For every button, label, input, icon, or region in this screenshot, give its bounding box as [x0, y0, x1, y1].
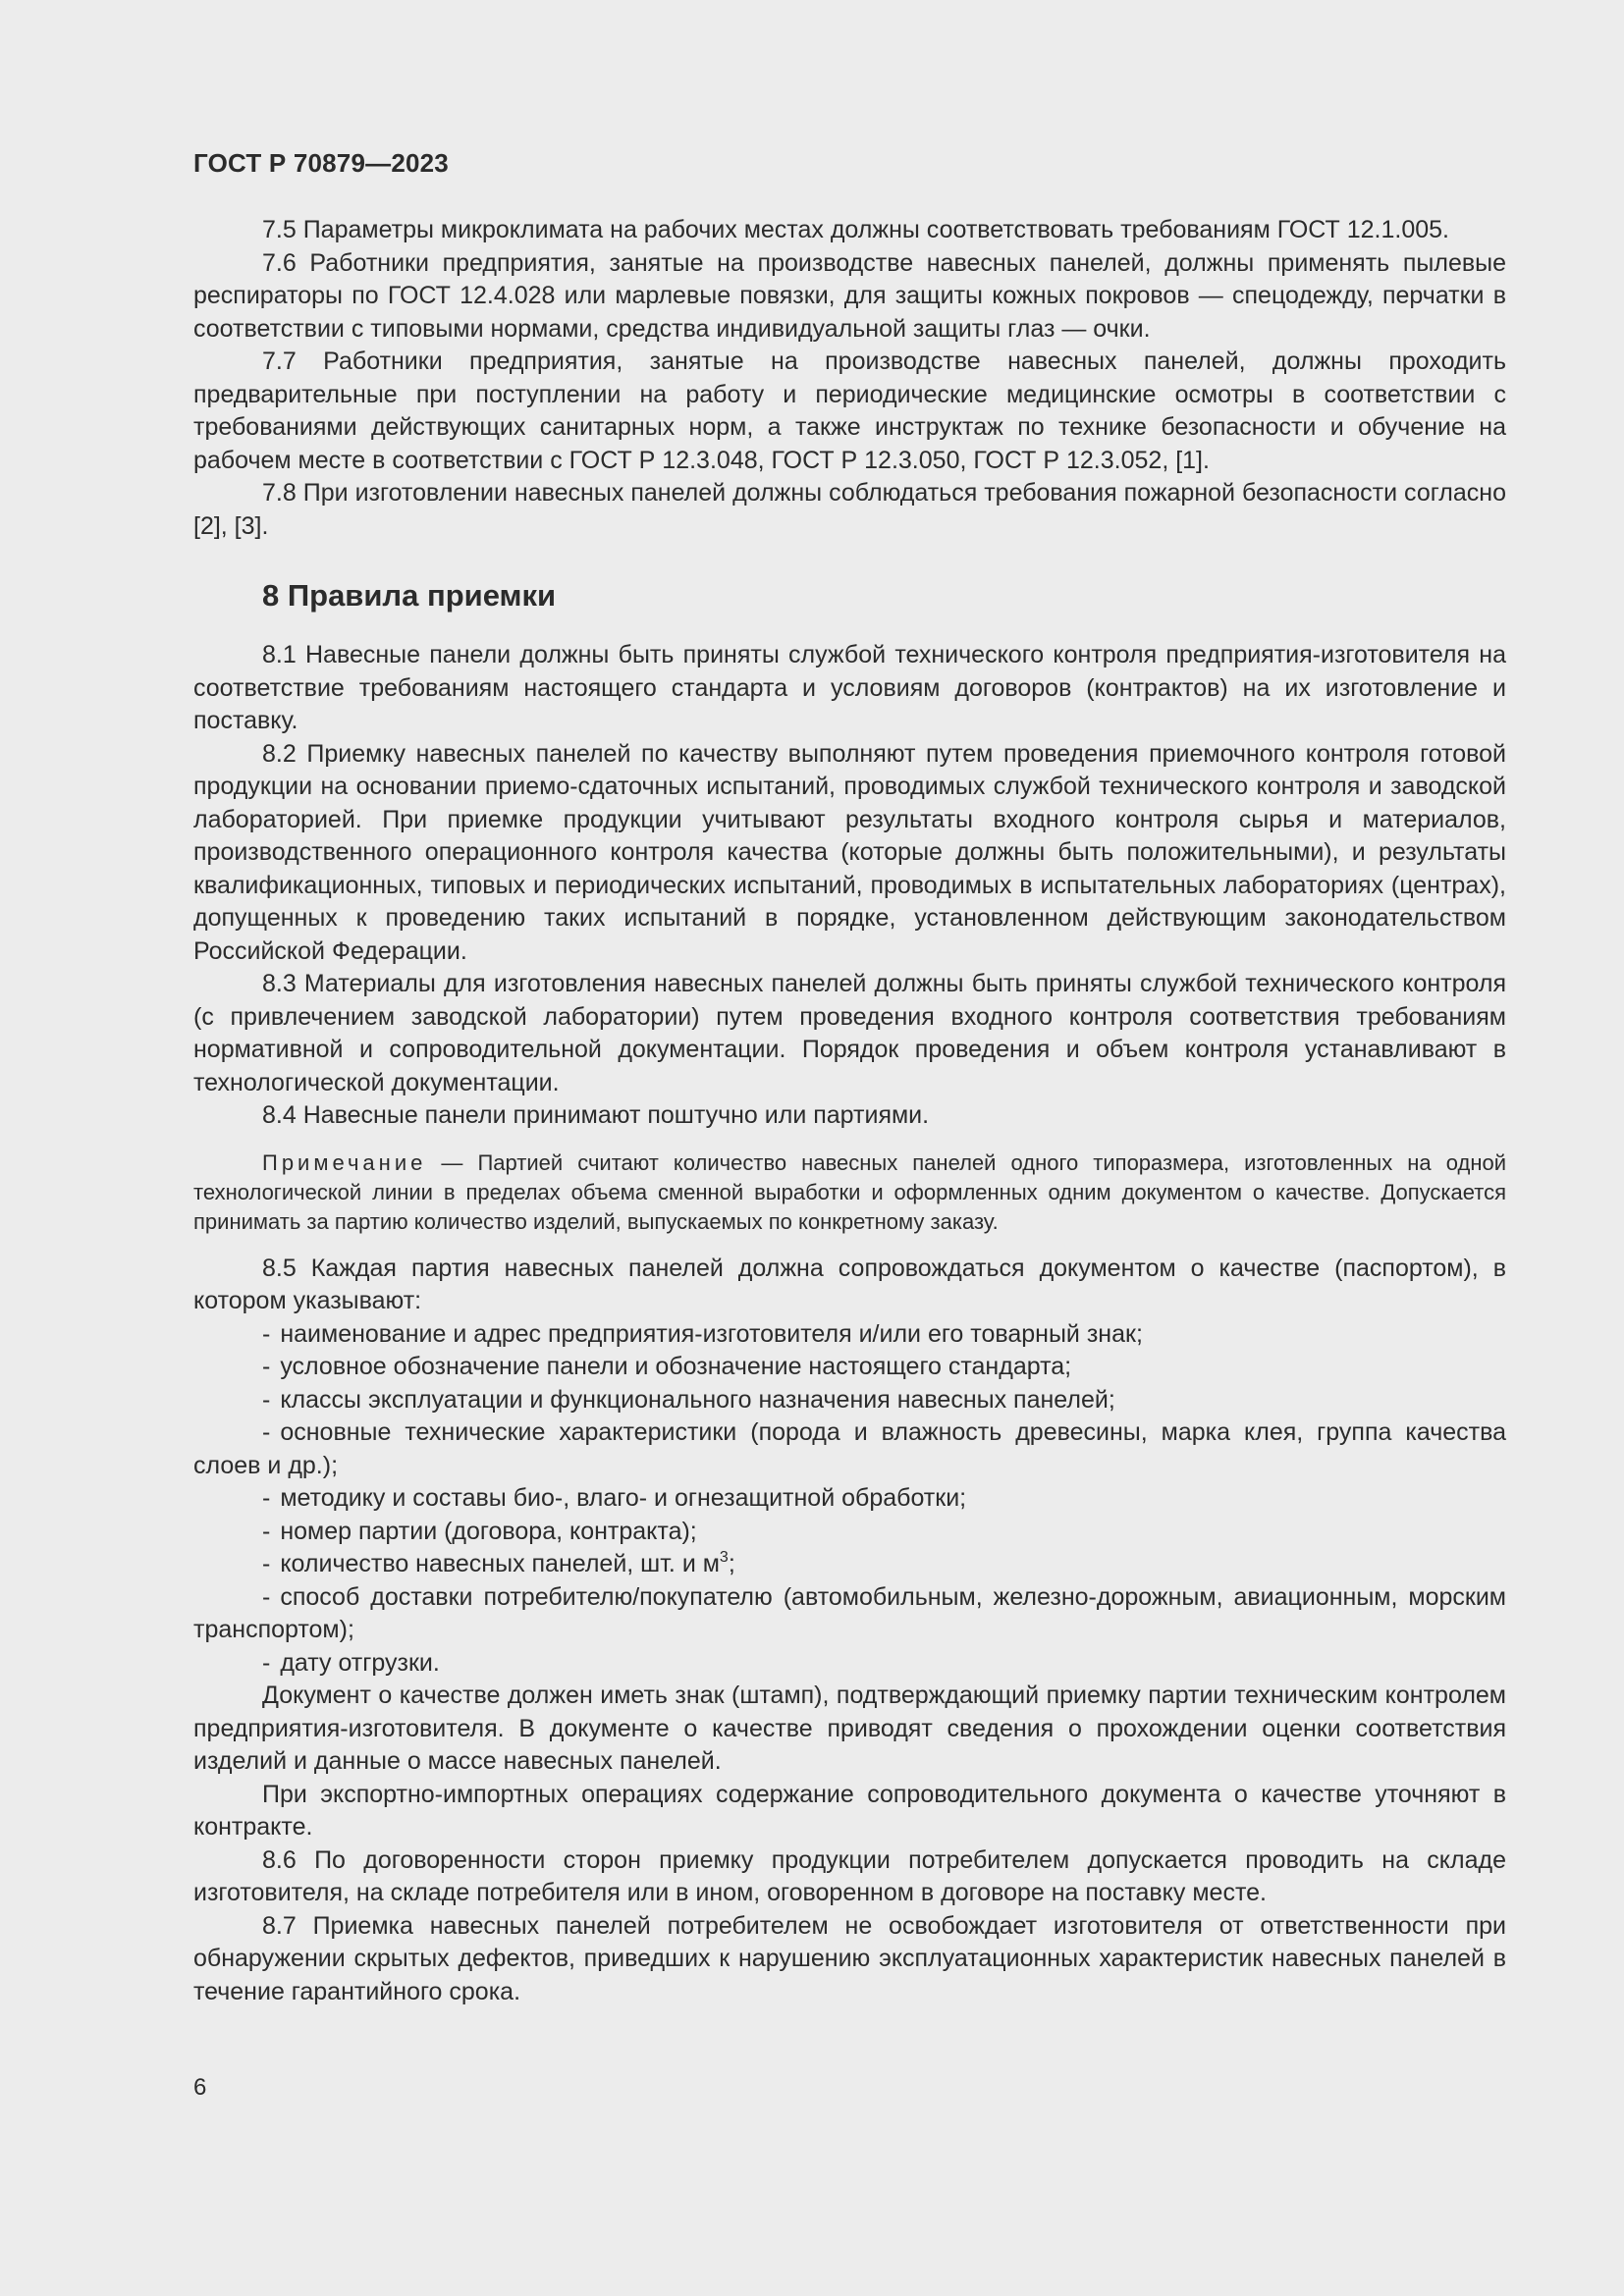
list-item-text: условное обозначение панели и обозначение настоящего стандарта;	[280, 1353, 1072, 1380]
paragraph-7-7: 7.7 Работники предприятия, занятые на производстве навесных панелей, должны проходить предварительные при поступлении на работу и периодические медицинские осмотры в соответствии с требованиями действующих санитарных норм, а также инструктаж по технике безопасности и обучение на рабочем месте в соответствии с ГОСТ Р 12.3.048, ГОСТ Р 12.3.050, ГОСТ Р 12.3.052, [1].	[193, 347, 1506, 474]
superscript-3: 3	[719, 1549, 729, 1566]
list-item-text: способ доставки потребителю/покупателю (автомобильным, железно-дорожным, авиационным, морским транспортом);	[193, 1582, 1506, 1643]
paragraph-7-6: 7.6 Работники предприятия, занятые на производстве навесных панелей, должны применять пылевые респираторы по ГОСТ 12.4.028 или марлевые повязки, для защиты кожных покровов — спецодежду, перчатки в соответствии с типовыми нормами, средства индивидуальной защиты глаз — очки.	[193, 248, 1506, 343]
list-item	[193, 1647, 1506, 1681]
paragraph-7-8: 7.8 При изготовлении навесных панелей должны соблюдаться требования пожарной безопасности согласно [2], [3].	[193, 479, 1506, 540]
list-item-text: дату отгрузки.	[280, 1648, 440, 1677]
list-item	[193, 1416, 1506, 1482]
list-item-end: ;	[728, 1550, 735, 1577]
section-8-heading: 8 Правила приемки	[262, 578, 557, 613]
list-item	[193, 1516, 1506, 1549]
list-item	[193, 1318, 1506, 1352]
list-dash: -	[262, 1550, 271, 1577]
list-dash: -	[262, 1517, 271, 1545]
list-dash: -	[262, 1385, 271, 1414]
note-text: — Партией считают количество навесных панелей одного типоразмера, изготовленных на одной технологической линии в пределах объема сменной выработки и оформленных одним документом о качестве. Допускается принимать за партию количество изделий, выпускаемых по конкретному заказу.	[193, 1149, 1506, 1234]
paragraph-8-7: 8.7 Приемка навесных панелей потребителем не освобождает изготовителя от ответственности при обнаружении скрытых дефектов, приведших к нарушению эксплуатационных характеристик навесных панелей в течение гарантийного срока.	[193, 1911, 1506, 2005]
list-item-text: номер партии (договора, контракта);	[280, 1517, 697, 1545]
note	[193, 1148, 1506, 1237]
paragraph-quality-document: Документ о качестве должен иметь знак (штамп), подтверждающий приемку партии техническим контролем предприятия-изготовителя. В документе о качестве приводят сведения о прохождении оценки соответствия изделий и данные о массе навесных панелей.	[193, 1682, 1506, 1775]
list-dash: -	[262, 1648, 271, 1677]
list-dash: -	[262, 1319, 271, 1348]
paragraph-7-5: 7.5 Параметры микроклимата на рабочих местах должны соответствовать требованиям ГОСТ 12.1.005.	[262, 216, 1449, 243]
page-number: 6	[193, 2074, 207, 2101]
list-dash: -	[262, 1418, 271, 1446]
list-item	[193, 1482, 1506, 1516]
paragraph-8-3: 8.3 Материалы для изготовления навесных панелей должны быть приняты службой технического контроля (с привлечением заводской лаборатории) путем проведения входного контроля соответствия требованиям нормативной и сопроводительной документации. Порядок проведения и объем контроля устанавливают в технологической документации.	[193, 970, 1506, 1096]
list-item-text: классы эксплуатации и функционального назначения навесных панелей;	[280, 1385, 1115, 1414]
paragraph-export-import: При экспортно-импортных операциях содержание сопроводительного документа о качестве уточняют в контракте.	[193, 1780, 1506, 1841]
list-item-text: количество навесных панелей, шт. и м	[280, 1550, 720, 1577]
paragraph-8-5: 8.5 Каждая партия навесных панелей должна сопровождаться документом о качестве (паспортом), в котором указывают:	[193, 1254, 1506, 1314]
list-dash: -	[262, 1484, 271, 1512]
list-item-text: наименование и адрес предприятия-изготовителя и/или его товарный знак;	[280, 1319, 1143, 1348]
list-dash: -	[262, 1582, 271, 1611]
paragraph-8-4: 8.4 Навесные панели принимают поштучно или партиями.	[262, 1101, 930, 1129]
document-page	[193, 147, 1506, 2008]
list-item	[193, 1351, 1506, 1384]
list-item	[193, 1384, 1506, 1417]
list-item-text: методику и составы био-, влаго- и огнезащитной обработки;	[280, 1484, 967, 1512]
list-dash: -	[262, 1353, 271, 1380]
document-code-header: ГОСТ Р 70879—2023	[193, 148, 449, 178]
list-item-quantity	[193, 1548, 1506, 1581]
paragraph-8-2: 8.2 Приемку навесных панелей по качеству выполняют путем проведения приемочного контроля готовой продукции на основании приемо-сдаточных испытаний, проводимых службой технического контроля и заводской лабораторией. При приемке продукции учитывают результаты входного контроля сырья и материалов, производственного операционного контроля качества (которые должны быть положительными), и результаты квалификационных, типовых и периодических испытаний, проводимых в испытательных лабораториях (центрах), допущенных к проведению таких испытаний в порядке, установленном действующим законодательством Российской Федерации.	[193, 739, 1506, 965]
list-item	[193, 1581, 1506, 1647]
paragraph-8-1: 8.1 Навесные панели должны быть приняты службой технического контроля предприятия-изготовителя на соответствие требованиям настоящего стандарта и условиям договоров (контрактов) на их изготовление и поставку.	[193, 641, 1506, 734]
paragraph-8-6: 8.6 По договоренности сторон приемку продукции потребителем допускается проводить на складе изготовителя, на складе потребителя или в ином, оговоренном в договоре на поставку месте.	[193, 1845, 1506, 1906]
list-item-text: основные технические характеристики (порода и влажность древесины, марка клея, группа качества слоев и др.);	[193, 1418, 1506, 1479]
note-label: Примечание	[262, 1149, 427, 1175]
